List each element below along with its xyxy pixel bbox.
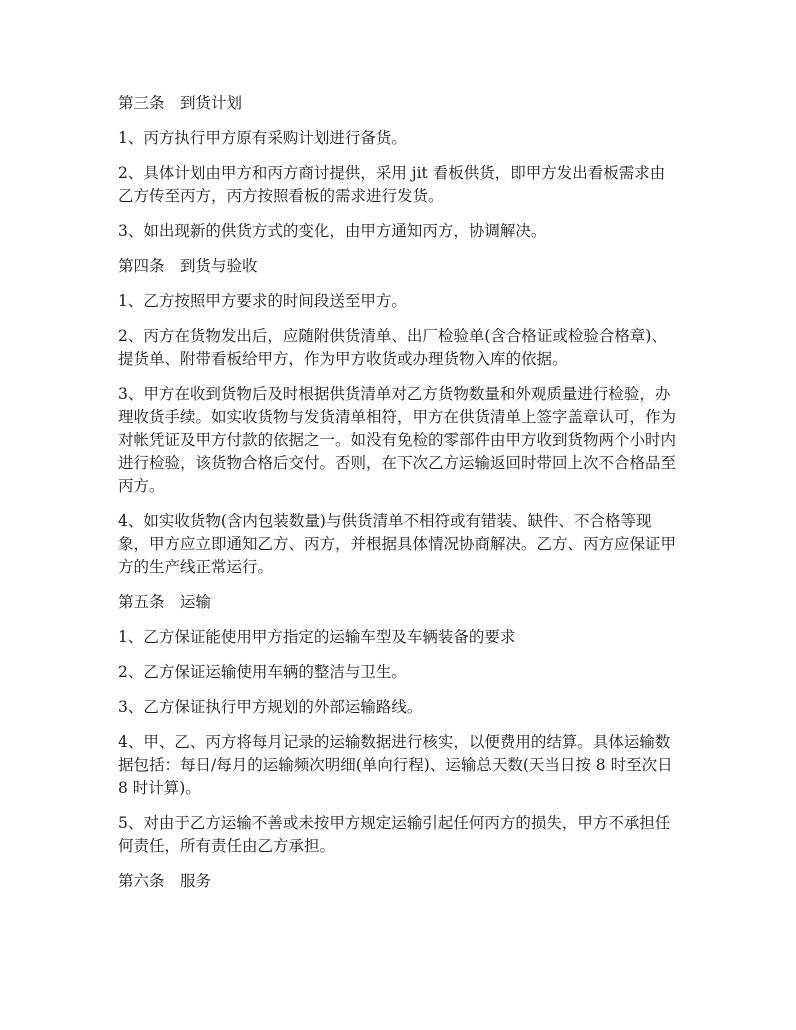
section-5-paragraph-3: 3、乙方保证执行甲方规划的外部运输路线。 — [118, 698, 423, 716]
section-4-paragraph-3: 3、甲方在收到货物后及时根据供货清单对乙方货物数量和外观质量进行检验，办 理收货手续。如实收货物与发货清单相符，甲方在供货清单上签字盖章认可，作为 对帐凭证及甲方付款的依据之一。如没有免检的零部件由甲方收到货物两个小时内 进行检验，该货物合格后交付。否则，在下次乙方运输返回时带回上次不合格品至 丙方。 — [118, 385, 677, 495]
section-5-paragraph-4: 4、甲、乙、丙方将每月记录的运输数据进行核实，以便费用的结算。具体运输数 据包括：每日/每月的运输频次明细(单向行程)、运输总天数(天当日按 8 时至次日 8 时计算)。 — [118, 733, 673, 797]
section-5-paragraph-1: 1、乙方保证能使用甲方指定的运输车型及车辆装备的要求 — [118, 628, 516, 646]
section-6-heading: 第六条 服务 — [118, 872, 212, 890]
section-4-paragraph-2: 2、丙方在货物发出后，应随附供货清单、出厂检验单(含合格证或检验合格章)、 提货单、附带看板给甲方，作为甲方收货或办理货物入库的依据。 — [118, 327, 667, 368]
section-4-paragraph-4: 4、如实收货物(含内包装数量)与供货清单不相符或有错装、缺件、不合格等现 象，甲方应立即通知乙方、丙方，并根据具体情况协商解决。乙方、丙方应保证甲 方的生产线正常运行。 — [118, 512, 677, 576]
section-4-heading: 第四条 到货与验收 — [118, 257, 258, 275]
section-3-paragraph-2: 2、具体计划由甲方和丙方商讨提供，采用 jit 看板供货，即甲方发出看板需求由 乙方传至丙方，丙方按照看板的需求进行发货。 — [118, 164, 666, 205]
section-5-heading: 第五条 运输 — [118, 593, 212, 611]
section-5-paragraph-2: 2、乙方保证运输使用车辆的整洁与卫生。 — [118, 663, 407, 681]
section-4-paragraph-1: 1、乙方按照甲方要求的时间段送至甲方。 — [118, 292, 407, 310]
section-5-paragraph-5: 5、对由于乙方运输不善或未按甲方规定运输引起任何丙方的损失，甲方不承担任 何责任，所有责任由乙方承担。 — [118, 814, 671, 855]
section-3-heading: 第三条 到货计划 — [118, 94, 243, 112]
section-3-paragraph-3: 3、如出现新的供货方式的变化，由甲方通知丙方，协调解决。 — [118, 222, 547, 240]
section-3-paragraph-1: 1、丙方执行甲方原有采购计划进行备货。 — [118, 129, 407, 147]
